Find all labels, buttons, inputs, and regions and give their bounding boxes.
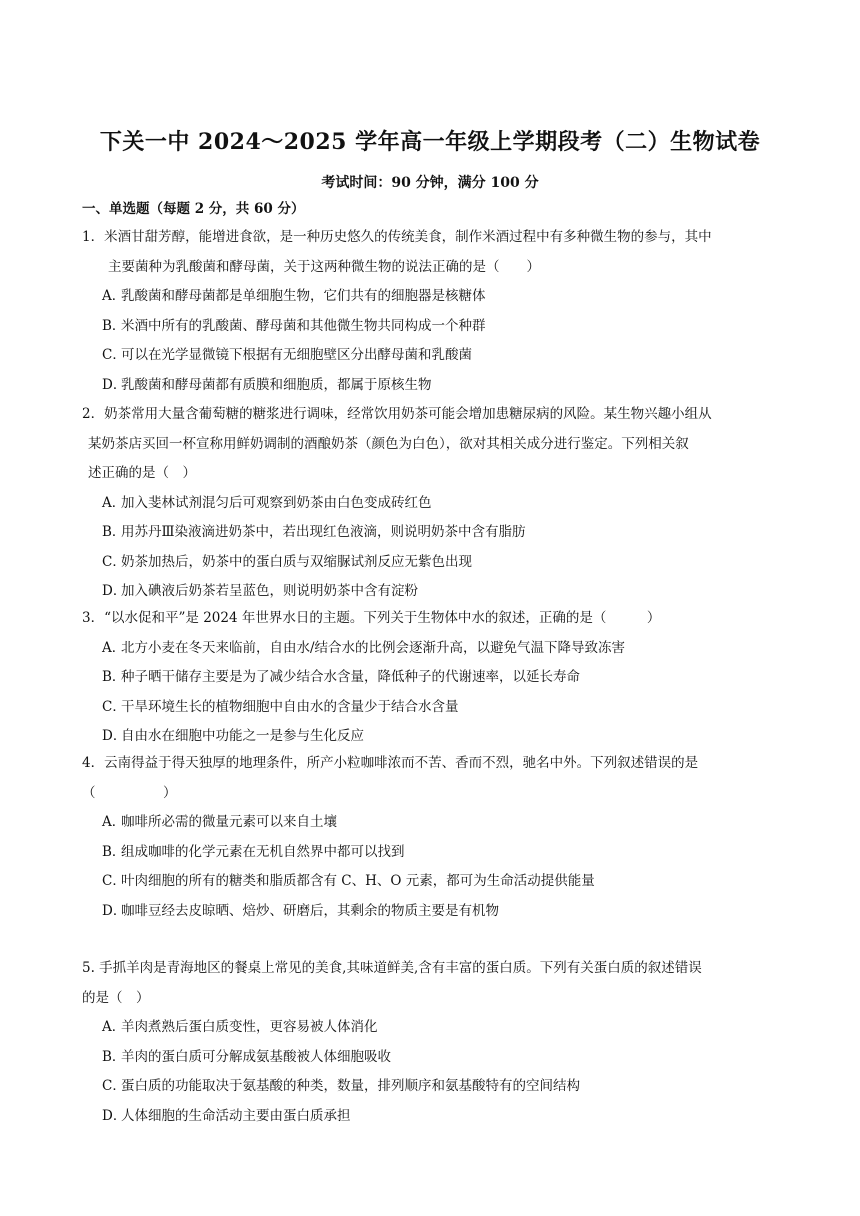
question-1 (82, 223, 787, 400)
option-text: 可以在光学显微镜下根据有无细胞壁区分出酵母菌和乳酸菌 (121, 347, 472, 363)
option-letter: B． (102, 1048, 126, 1065)
option-a (82, 634, 787, 664)
option-letter: B． (102, 317, 126, 334)
option-letter: A． (102, 288, 126, 304)
option-d (82, 897, 787, 927)
option-letter: C． (102, 553, 126, 570)
option-text: 用苏丹Ⅲ染液滴进奶茶中，若出现红色液滴，则说明奶茶中含有脂肪 (121, 524, 526, 540)
exam-title: 下关一中 2024～2025 学年高一年级上学期段考（二）生物试卷 (99, 129, 761, 155)
option-letter: D． (102, 728, 127, 744)
stem-line: 述正确的是（ ） (88, 465, 196, 481)
stem-line: （ ） (82, 784, 177, 801)
option-text: 种子晒干储存主要是为了减少结合水含量，降低种子的代谢速率，以延长寿命 (121, 669, 580, 685)
option-text: 咖啡豆经去皮晾晒、焙炒、研磨后，其剩余的物质主要是有机物 (121, 902, 499, 919)
question-number: 2． (82, 406, 105, 422)
option-text: 奶茶加热后，奶茶中的蛋白质与双缩脲试剂反应无紫色出现 (121, 553, 472, 570)
option-letter: A． (102, 1019, 126, 1035)
option-letter: D． (102, 376, 127, 393)
option-c (82, 341, 787, 371)
section-heading: 一、单选题（每题 2 分，共 60 分） (82, 201, 305, 217)
option-text: 蛋白质的功能取决于氨基酸的种类，数量，排列顺序和氨基酸特有的空间结构 (121, 1078, 580, 1094)
option-b (82, 838, 787, 868)
question-3 (82, 604, 787, 752)
stem-line: 奶茶常用大量含葡萄糖的糖浆进行调味，经常饮用奶茶可能会增加患糖尿病的风险。某生物兴趣小组从 (104, 406, 712, 422)
stem-line: 主要菌种为乳酸菌和酵母菌，关于这两种微生物的说法正确的是（ ） (108, 258, 540, 275)
option-text: 干旱环境生长的植物细胞中自由水的含量少于结合水含量 (121, 698, 459, 715)
option-text: 加入碘液后奶茶若呈蓝色，则说明奶茶中含有淀粉 (121, 583, 418, 599)
option-letter: C． (102, 1078, 126, 1094)
option-c (82, 1072, 787, 1102)
exam-subtitle: 考试时间：90 分钟，满分 100 分 (321, 175, 539, 191)
option-text: 加入斐林试剂混匀后可观察到奶茶由白色变成砖红色 (121, 494, 432, 511)
stem-line: 手抓羊肉是青海地区的餐桌上常见的美食,其味道鲜美,含有丰富的蛋白质。下列有关蛋白质的叙述错误 (99, 960, 702, 976)
stem-line: 米酒甘甜芳醇，能增进食欲，是一种历史悠久的传统美食，制作米酒过程中有多种微生物的参与，其中 (104, 229, 712, 245)
option-letter: B． (102, 524, 126, 540)
option-text: 羊肉煮熟后蛋白质变性，更容易被人体消化 (121, 1019, 378, 1035)
question-number: 5. (82, 960, 100, 976)
option-a (82, 282, 787, 312)
question-5 (82, 954, 787, 1131)
option-letter: A． (102, 494, 126, 511)
option-text: 乳酸菌和酵母菌都是单细胞生物，它们共有的细胞器是核糖体 (121, 288, 486, 304)
stem-line: 云南得益于得天独厚的地理条件，所产小粒咖啡浓而不苦、香而不烈，驰名中外。下列叙述错误的是 (104, 755, 699, 771)
option-a (82, 1013, 787, 1043)
option-a (82, 808, 787, 838)
option-letter: C． (102, 347, 126, 363)
option-letter: A． (102, 639, 126, 656)
option-letter: D． (102, 583, 127, 599)
question-stem (82, 604, 787, 634)
option-text: 自由水在细胞中功能之一是参与生化反应 (121, 728, 364, 744)
option-b (82, 518, 787, 548)
option-text: 组成咖啡的化学元素在无机自然界中都可以找到 (121, 843, 405, 860)
question-4 (82, 749, 787, 926)
option-a (82, 489, 787, 519)
question-2 (82, 400, 787, 607)
question-number: 1． (82, 229, 105, 245)
option-text: 米酒中所有的乳酸菌、酵母菌和其他微生物共同构成一个种群 (121, 317, 486, 334)
option-text: 北方小麦在冬天来临前，自由水/结合水的比例会逐渐升高，以避免气温下降导致冻害 (121, 639, 626, 656)
option-text: 羊肉的蛋白质可分解成氨基酸被人体细胞吸收 (121, 1048, 391, 1065)
stem-line: “以水促和平”是 2024 年世界水日的主题。下列关于生物体中水的叙述，正确的是（ ） (104, 610, 661, 626)
option-text: 人体细胞的生命活动主要由蛋白质承担 (121, 1107, 351, 1124)
option-c (82, 693, 787, 723)
option-letter: C． (102, 873, 126, 889)
option-text: 叶肉细胞的所有的糖类和脂质都含有 C、H、O 元素，都可为生命活动提供能量 (121, 873, 595, 889)
option-d (82, 371, 787, 401)
option-d (82, 1102, 787, 1132)
question-stem (82, 400, 787, 430)
option-letter: D． (102, 1107, 127, 1124)
question-stem (82, 749, 787, 779)
option-c (82, 548, 787, 578)
question-number: 4． (82, 755, 105, 771)
question-stem (82, 223, 787, 253)
question-number: 3． (82, 610, 105, 626)
option-d (82, 577, 787, 607)
option-letter: C． (102, 698, 126, 715)
option-text: 咖啡所必需的微量元素可以来自土壤 (121, 814, 337, 830)
option-letter: D． (102, 902, 127, 919)
option-d (82, 722, 787, 752)
option-b (82, 312, 787, 342)
stem-line: 的是（ ） (82, 989, 150, 1006)
question-stem (82, 954, 787, 984)
option-c (82, 867, 787, 897)
option-text: 乳酸菌和酵母菌都有质膜和细胞质，都属于原核生物 (121, 376, 432, 393)
option-letter: A． (102, 814, 126, 830)
option-b (82, 663, 787, 693)
option-b (82, 1043, 787, 1073)
option-letter: B． (102, 843, 126, 860)
stem-line: 某奶茶店买回一杯宣称用鲜奶调制的酒酿奶茶（颜色为白色），欲对其相关成分进行鉴定。下列相关叙 (88, 435, 689, 452)
option-letter: B． (102, 669, 126, 685)
